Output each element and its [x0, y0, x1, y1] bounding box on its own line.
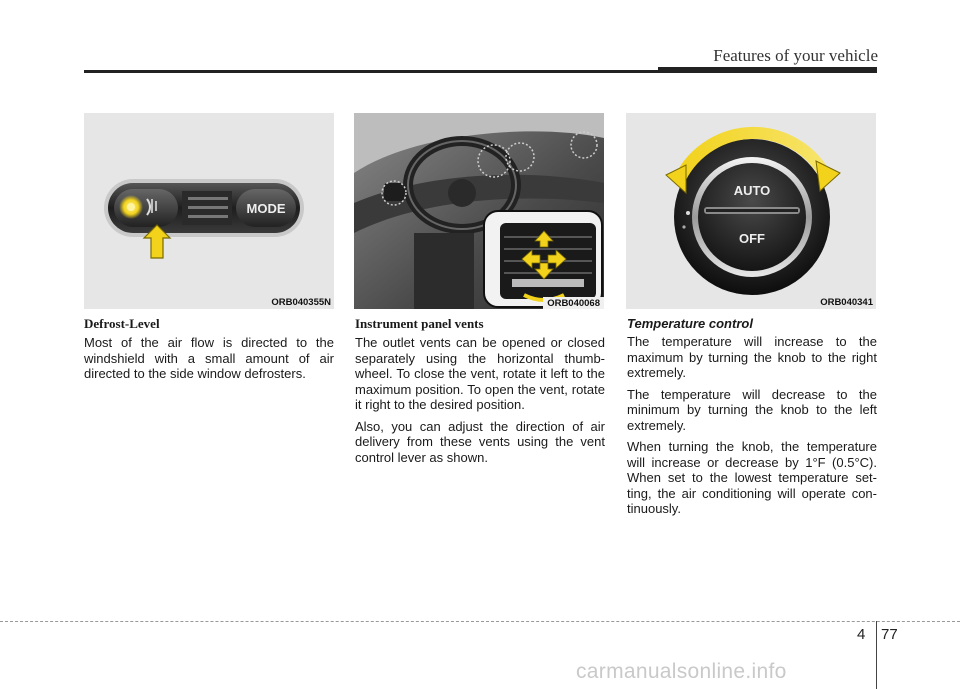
figure-code: ORB040068	[543, 297, 604, 309]
rotate-right-arrow-icon	[816, 161, 840, 191]
defrost-mode-figure	[84, 113, 334, 309]
body-paragraph: Most of the air flow is directed to the windshield with a small amount of air directed to the side window defrosters.	[84, 335, 334, 381]
watermark: carmanualsonline.info	[576, 660, 787, 683]
section-heading: Temperature control	[627, 316, 753, 331]
body-paragraph: The outlet vents can be opened or closed separately using the horizontal thumb-wheel. To close the vent, rotate it left to the maximum position. To open the vent, rotate it right to the desired position.	[355, 335, 605, 412]
knob-auto-label: AUTO	[733, 183, 771, 198]
mode-panel-illustration	[84, 113, 334, 309]
header-rule-accent	[658, 67, 877, 73]
temperature-control-section	[627, 316, 877, 523]
section-title: Features of your vehicle	[713, 46, 878, 65]
body-paragraph: When turning the knob, the temperature will increase or decrease by 1°F (0.5°C). When set to the lowest temperature set-ting, the air conditioning will operate con-tinuously.	[627, 439, 877, 516]
mode-button-label: MODE	[246, 201, 286, 216]
temperature-knob-figure	[626, 113, 876, 309]
defrost-level-section	[84, 316, 334, 388]
page-number: 77	[881, 626, 898, 643]
figure-code: ORB040341	[820, 297, 873, 308]
body-paragraph: Also, you can adjust the direction of air delivery from these vents using the vent control lever as shown.	[355, 418, 605, 465]
knob-illustration	[626, 113, 876, 309]
rotate-left-arrow-icon	[666, 165, 686, 193]
instrument-vents-section	[355, 316, 605, 471]
chapter-number: 4	[857, 626, 866, 643]
section-heading: Instrument panel vents	[355, 316, 484, 331]
instrument-vents-figure	[354, 113, 604, 309]
figure-code: ORB040355N	[271, 297, 331, 308]
body-paragraph: The temperature will increase to the maximum by turning the knob to the right extremely.	[627, 334, 877, 380]
knob-off-label: OFF	[739, 231, 765, 246]
dashboard-illustration	[354, 113, 604, 309]
page-number-divider	[876, 621, 877, 689]
section-heading: Defrost-Level	[84, 316, 160, 331]
body-paragraph: The temperature will decrease to the minimum by turning the knob to the left extremely.	[627, 386, 877, 433]
footer-rule	[0, 621, 960, 622]
